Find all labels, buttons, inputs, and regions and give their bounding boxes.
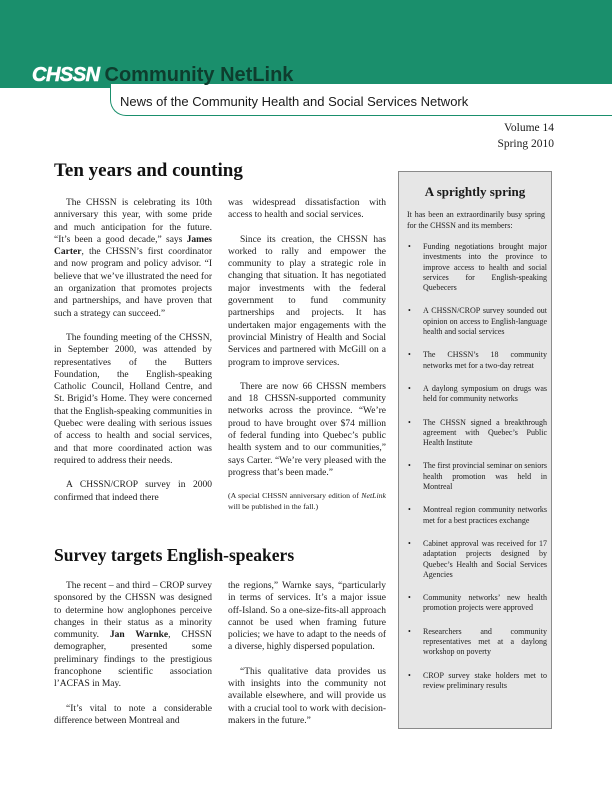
masthead-tagline: News of the Community Health and Social Services Network [120,94,469,109]
bullet-icon: • [408,461,411,471]
logo-mark: CHSSN [32,64,100,86]
list-item: • Community networks’ new health promotion projects were approved [408,593,547,613]
issue-season: Spring 2010 [497,138,554,150]
issue-volume: Volume 14 [504,122,554,134]
person-name: James Carter [54,234,212,258]
article1-paragraph: A CHSSN/CROP survey in 2000 confirmed that indeed there [54,480,212,503]
list-item: • The CHSSN’s 18 community networks met for a two-day retreat [408,350,547,370]
article2-paragraph: the regions,” Warnke says, “particularly in terms of services. It’s a major issue off-Island. So a one-size-fits-all approach cannot be used when framing future policies; we have to adapt to the needs of a diverse, highly dispersed population. [228,581,386,653]
bullet-icon: • [408,670,411,680]
article1-paragraph: The CHSSN is celebrating its 10th anniversary this year, with some pride and much anticipation for the future. “It’s been a good decade,” says James Carter, the CHSSN’s first coordinator and now program and policy advisor. “I believe that we’ve illustrated the need for an organization that promotes projects and partnerships, and have proven that such a strategy can succeed.” [54,198,212,319]
issue-info [497,120,554,152]
sidebar-intro: It has been an extraordinarily busy spring for the CHSSN and its members: [407,210,545,230]
article1-paragraph: Since its creation, the CHSSN has worked to rally and empower the community to play a strategic role in changing that situation. It has negotiated major investments with the federal government to fund community partnerships and projects. It has undertaken major engagements with the provincial Ministry of Health and Social Services and partnered with McGill on a program to improve services. [228,234,386,368]
article2-paragraph: The recent – and third – CROP survey sponsored by the CHSSN was designed to determine how anglophones perceive changes in their status as a minority community. Jan Warnke, CHSSN demographer, presented some preliminary findings to the prestigious francophone scientific association l’ACFAS in May. [54,581,212,690]
bullet-icon: • [408,350,411,360]
list-item: • The CHSSN signed a breakthrough agreement with Quebec’s Public Health Institute [408,417,547,448]
newsletter-title: Community NetLink [104,64,294,86]
article2-column1 [54,580,212,739]
sidebar-box [398,171,552,729]
list-item: • CROP survey stake holders met to review preliminary results [408,670,547,690]
bullet-icon: • [408,505,411,515]
bullet-icon: • [408,538,411,548]
list-item: • A daylong symposium on drugs was held for community networks [408,383,547,404]
bullet-icon: • [408,593,411,603]
article2-paragraph: “This qualitative data provides us with insights into the community not available elsewhere, and will provide us with a crucial tool to work with decision-makers in the future.” [228,666,386,726]
bullet-icon: • [408,417,411,427]
article2-headline: Survey targets English-speakers [54,545,295,565]
person-name: Jan Warnke [109,630,169,641]
list-item: • A CHSSN/CROP survey sounded out opinion on access to English-language health and social services [408,306,547,337]
bullet-icon: • [408,383,411,393]
article2-paragraph: “It’s vital to note a considerable difference between Montreal and [54,703,212,726]
bullet-icon: • [408,242,411,251]
masthead-logo [32,64,293,88]
list-item: • Funding negotiations brought major investments into the province to improve access to health and social services for English-speaking Quebecers [408,242,547,293]
article1-paragraph: was widespread dissatisfaction with access to health and social services. [228,198,386,221]
article1-column2 [228,197,386,524]
anniversary-note: (A special CHSSN anniversary edition of NetLink will be published in the fall.) [228,491,386,511]
article1-paragraph: There are now 66 CHSSN members and 18 CHSSN-supported community networks across the province. “We’re proud to have brought over $74 million of federal funding into Quebec’s public health system and to our communities,” says Carter. “We’re very pleased with the progress that’s been made.” [228,381,386,478]
list-item: • Montreal region community networks met for a best practices exchange [408,505,547,525]
article2-column2 [228,580,386,739]
article1-column1 [54,197,212,516]
sidebar-title: A sprightly spring [424,184,526,199]
bullet-icon: • [408,306,411,316]
bullet-icon: • [408,626,411,636]
list-item: • Cabinet approval was received for 17 adaptation projects designed by Quebec’s Health and Social Services Agencies [408,538,547,579]
article1-paragraph: The founding meeting of the CHSSN, in September 2000, was attended by representatives of the Butters Foundation, the English-speaking Catholic Council, Holland Centre, and St. Brigid’s Home. They were concerned that the English-speaking communities in Quebec were dealing with serious issues of access to health and social services, and that more coordinated action was required to address their needs. [54,332,212,466]
list-item: • The first provincial seminar on seniors health promotion was held in Montreal [408,461,547,492]
sidebar-list [407,242,547,704]
list-item: • Researchers and community representatives met at a daylong workshop on poverty [408,626,547,657]
article1-headline: Ten years and counting [54,160,243,181]
